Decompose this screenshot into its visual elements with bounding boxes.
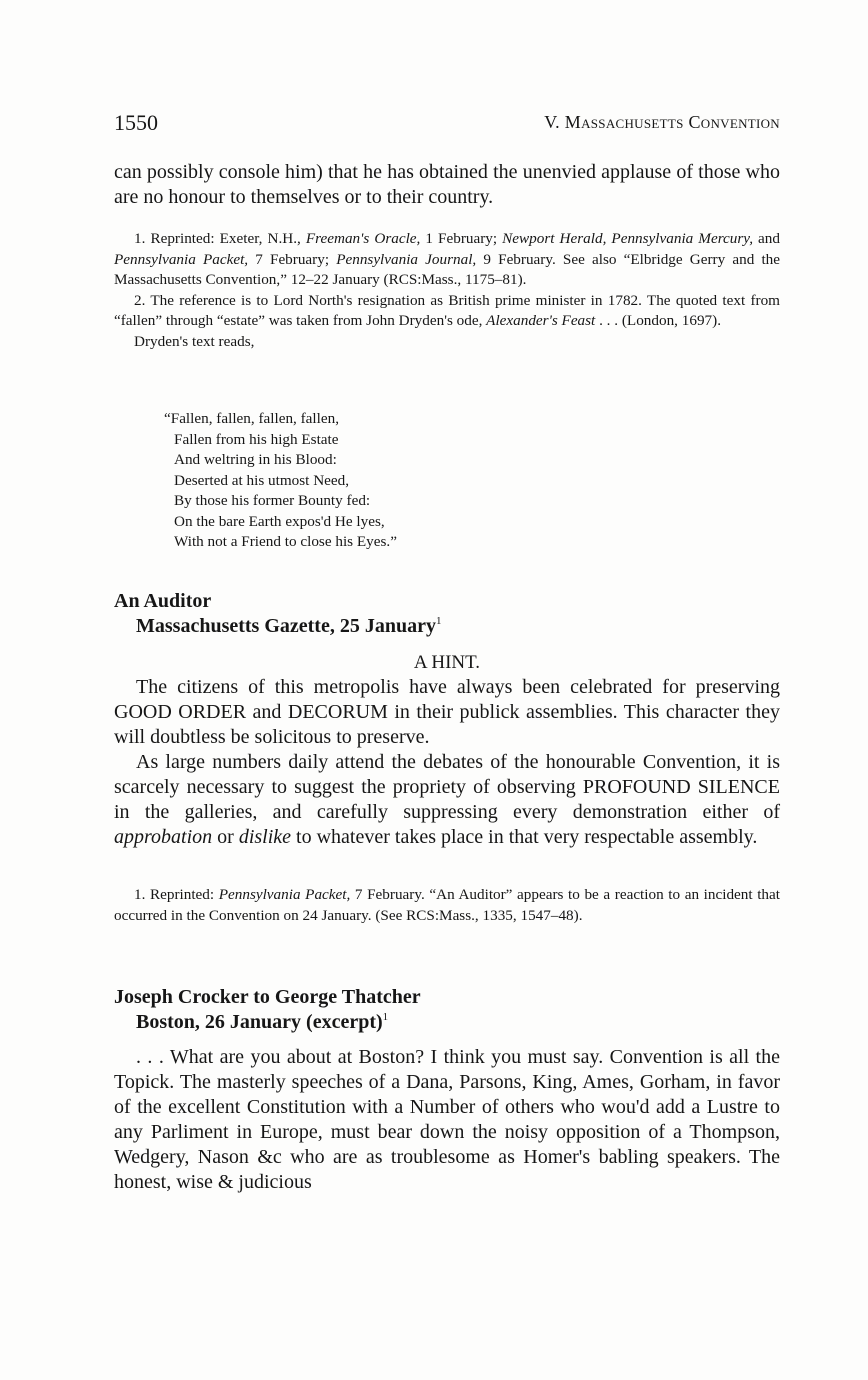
footnote-2: 2. The reference is to Lord North's resignation as British prime minister in 1782. The quoted text from “fallen” through “estate” was taken from John Dryden's ode, Alexander's Feast . . . (London, 1697). xyxy=(114,291,780,329)
auditor-body xyxy=(114,650,780,850)
footnotes-section-1 xyxy=(114,229,780,352)
crocker-heading xyxy=(114,985,780,1035)
auditor-heading xyxy=(114,589,780,639)
carryover-paragraph xyxy=(114,160,780,210)
auditor-paragraph-1: The citizens of this metropolis have always been celebrated for preserving GOOD ORDER and DECORUM in their publick assemblies. This character they will doubtless be solicitous to preserve. xyxy=(114,676,780,748)
dryden-verse xyxy=(164,409,830,553)
crocker-body xyxy=(114,1045,780,1195)
running-head: V. Massachusetts Convention xyxy=(544,112,780,132)
auditor-footnote xyxy=(114,885,780,926)
crocker-paragraph: . . . What are you about at Boston? I think you must say. Convention is all the Topick. The masterly speeches of a Dana, Parsons, King, Ames, Gorham, in favor of the excellent Constitution with a Number of others who wou'd add a Lustre to any Parliment in Europe, must bear down the noisy opposition of a Thompson, Wedgery, Nason &c who are as troublesome as Homer's babling speakers. The honest, wise & judicious xyxy=(114,1046,780,1193)
verse-line: And weltring in his Blood: xyxy=(174,451,337,468)
hint-heading: A HINT. xyxy=(413,652,481,673)
footnote-1: 1. Reprinted: Exeter, N.H., Freeman's Oracle, 1 February; Newport Herald, Pennsylvania Mercury, and Pennsylvania Packet, 7 February; Pennsylvania Journal, 9 February. See also “Elbridge Gerry and the Massachusetts Convention,” 12–22 January (RCS:Mass., 1175–81). xyxy=(114,230,780,288)
document-source: Boston, 26 January (excerpt)$^1$ xyxy=(136,1011,389,1033)
dryden-intro: Dryden's text reads, xyxy=(134,332,255,350)
document-title: Joseph Crocker to George Thatcher xyxy=(114,986,421,1008)
verse-line: “Fallen, fallen, fallen, fallen, xyxy=(164,410,339,427)
verse-line: By those his former Bounty fed: xyxy=(174,492,371,509)
verse-line: Deserted at his utmost Need, xyxy=(174,471,350,489)
document-title: An Auditor xyxy=(114,590,212,612)
footnote-ref: 1 xyxy=(435,615,442,627)
auditor-paragraph-2: As large numbers daily attend the debates of the honourable Convention, it is scarcely necessary to suggest the propriety of observing PROFOUND SILENCE in the galleries, and carefully suppressing every demonstration either of approbation or dislike to whatever takes place in that very respectable assembly. xyxy=(114,751,780,848)
verse-line: Fallen from his high Estate xyxy=(174,430,339,448)
footnote-1: 1. Reprinted: Pennsylvania Packet, 7 February. “An Auditor” appears to be a reaction to an incident that occurred in the Convention on 24 January. (See RCS:Mass., 1335, 1547–48). xyxy=(114,886,780,924)
carryover-text: can possibly console him) that he has obtained the unenvied applause of those who are no honour to themselves or to their country. xyxy=(114,161,780,208)
verse-line: With not a Friend to close his Eyes.” xyxy=(174,533,397,550)
verse-line: On the bare Earth expos'd He lyes, xyxy=(174,512,385,530)
page-header xyxy=(114,110,780,138)
page-number: 1550 xyxy=(114,110,158,135)
document-source: Massachusetts Gazette, 25 January$^1$ xyxy=(136,615,442,637)
footnote-ref: 1 xyxy=(382,1011,389,1023)
